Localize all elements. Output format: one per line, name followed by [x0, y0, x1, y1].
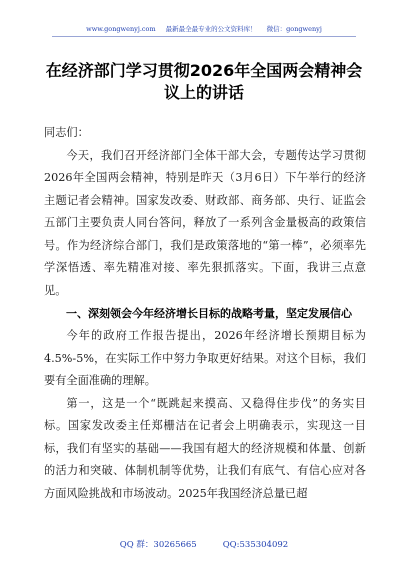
qq-group: QQ 群：30265665: [119, 540, 197, 550]
wechat-id: 微信：gongwenyj: [266, 25, 322, 33]
paragraph-point-one: 第一，这是一个“既跳起来摸高、又稳得住步伐”的务实目标。国家发改委主任郑栅洁在记者会上明确表示，实现这一目标，我们有坚实的基础——我国有超大的经济规模和体量、创新的活力和突破、体制机制等优势，让我们有底气、有信心应对各方面风险挑战和市场波动。2025年我国经济总量已超: [44, 396, 366, 500]
site-header: [0, 24, 408, 33]
greeting: 同志们：: [44, 126, 89, 139]
header-divider: [52, 36, 356, 37]
qq-contact: QQ:535304092: [222, 540, 289, 550]
page-footer: [0, 538, 408, 550]
section-heading-1: 一、深刻领会今年经济增长目标的战略考量，坚定发展信心: [66, 307, 352, 320]
document-body: [44, 122, 366, 505]
paragraph-intro: 今天，我们召开经济部门全体干部大会，专题传达学习贯彻2026年全国两会精神，特别是昨天（3月6日）下午举行的经济主题记者会精神。国家发改委、财政部、商务部、央行、证监会五部门主要负责人同台答问，释放了一系列含金量极高的政策信号。作为经济综合部门，我们是政策落地的“第一棒”，必须率先学深悟透、率先精准对接、率先狠抓落实。下面，我讲三点意见。: [44, 148, 366, 297]
site-url-link[interactable]: www.gongwenyj.com: [86, 25, 156, 33]
document-title: 在经济部门学习贯彻2026年全国两会精神会议上的讲话: [45, 61, 363, 102]
site-slogan: 最新最全最专业的公文资料库！: [165, 25, 257, 33]
paragraph-growth-target: 今年的政府工作报告提出，2026年经济增长预期目标为4.5%-5%，在实际工作中努力争取更好结果。对这个目标，我们要有全面准确的理解。: [44, 329, 366, 387]
